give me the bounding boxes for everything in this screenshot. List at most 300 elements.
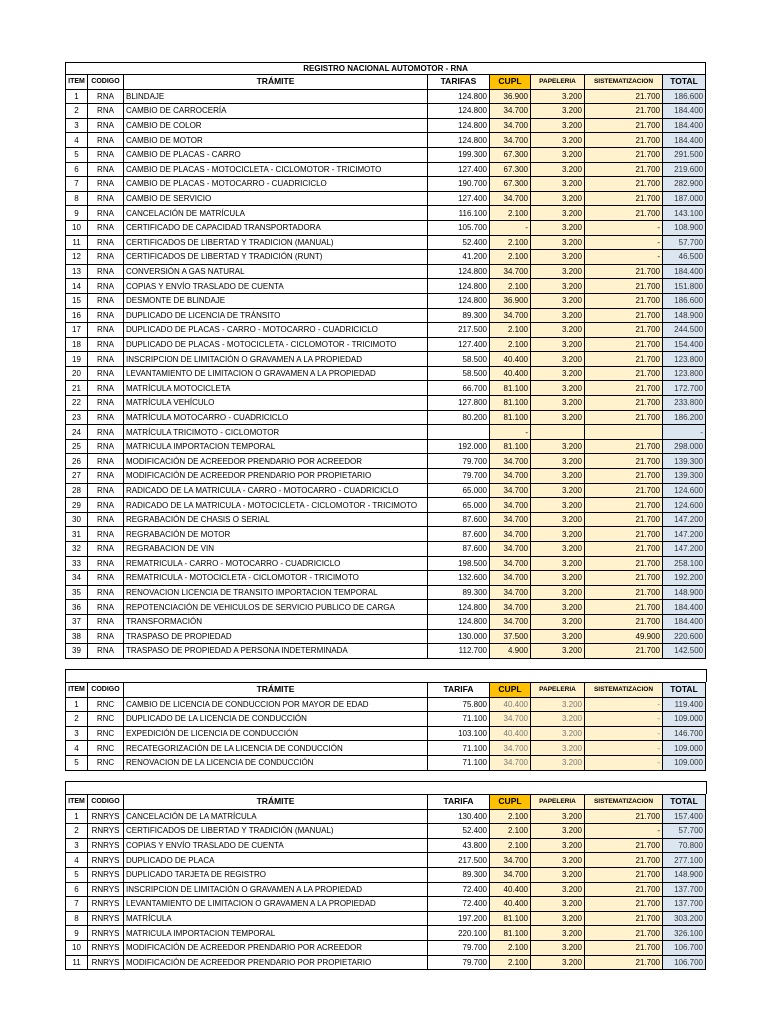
total-cell: 57.700 (663, 235, 706, 250)
cupl-cell: 34.700 (490, 498, 531, 513)
tramite-cell: RADICADO DE LA MATRICULA - MOTOCICLETA - CICLOMOTOR - TRICIMOTO (124, 498, 428, 513)
table-row (66, 396, 706, 411)
codigo-cell: RNA (88, 293, 124, 308)
table-row (66, 585, 706, 600)
tramite-cell: BLINDAJE (124, 89, 428, 104)
table-row (66, 425, 706, 440)
tramite-cell: INSCRIPCION DE LIMITACIÓN O GRAVAMEN A LA PROPIEDAD (124, 352, 428, 367)
sistematizacion-cell: - (585, 726, 663, 741)
table-row (66, 867, 706, 882)
tarifa-cell: 103.100 (428, 726, 490, 741)
col-tramite: TRÁMITE (124, 795, 428, 810)
tramite-cell: CANCELACIÓN DE MATRÍCULA (124, 206, 428, 221)
tramite-cell: EXPEDICIÓN DE LICENCIA DE CONDUCCIÓN (124, 726, 428, 741)
table-row (66, 235, 706, 250)
item-cell: 14 (66, 279, 88, 294)
item-cell: 9 (66, 206, 88, 221)
cupl-cell: 2.100 (490, 955, 531, 970)
codigo-cell: RNA (88, 89, 124, 104)
sistematizacion-cell: 21.700 (585, 104, 663, 119)
total-cell: 326.100 (663, 926, 706, 941)
table-row (66, 697, 706, 712)
cupl-cell: 34.700 (490, 867, 531, 882)
tramite-cell: REGRABACIÓN DE CHASIS O SERIAL (124, 512, 428, 527)
codigo-cell: RNA (88, 235, 124, 250)
table-row (66, 556, 706, 571)
tarifa-cell: 116.100 (428, 206, 490, 221)
total-cell: 298.000 (663, 439, 706, 454)
sistematizacion-cell: 21.700 (585, 323, 663, 338)
codigo-cell: RNA (88, 512, 124, 527)
papeleria-cell: 3.200 (531, 556, 585, 571)
tramite-cell: TRASPASO DE PROPIEDAD (124, 629, 428, 644)
codigo-cell: RNA (88, 410, 124, 425)
col-codigo: CODIGO (88, 795, 124, 810)
rna-title: REGISTRO NACIONAL AUTOMOTOR - RNA (66, 63, 706, 75)
sistematizacion-cell: 21.700 (585, 133, 663, 148)
total-cell: 184.400 (663, 264, 706, 279)
cupl-cell: 34.700 (490, 741, 531, 756)
sistematizacion-cell: 21.700 (585, 177, 663, 192)
table-row (66, 162, 706, 177)
tarifa-cell: 220.100 (428, 926, 490, 941)
sistematizacion-cell: 21.700 (585, 940, 663, 955)
tramite-cell: LEVANTAMIENTO DE LIMITACION O GRAVAMEN A LA PROPIEDAD (124, 366, 428, 381)
cupl-cell: 67.300 (490, 147, 531, 162)
cupl-cell: - (490, 425, 531, 440)
total-cell: 109.000 (663, 712, 706, 727)
item-cell: 5 (66, 147, 88, 162)
papeleria-cell: 3.200 (531, 527, 585, 542)
tarifa-cell: 89.300 (428, 585, 490, 600)
sistematizacion-cell: 21.700 (585, 206, 663, 221)
total-cell: 151.800 (663, 279, 706, 294)
sistematizacion-cell: - (585, 250, 663, 265)
item-cell: 13 (66, 264, 88, 279)
total-cell: 46.500 (663, 250, 706, 265)
cupl-cell: 2.100 (490, 337, 531, 352)
table-row (66, 824, 706, 839)
table-row (66, 882, 706, 897)
tramite-cell: MATRÍCULA (124, 911, 428, 926)
sistematizacion-cell: 21.700 (585, 882, 663, 897)
sistematizacion-cell: 21.700 (585, 571, 663, 586)
codigo-cell: RNA (88, 571, 124, 586)
total-cell: 139.300 (663, 469, 706, 484)
item-cell: 16 (66, 308, 88, 323)
codigo-cell: RNA (88, 337, 124, 352)
tarifa-cell: 75.800 (428, 697, 490, 712)
papeleria-cell: 3.200 (531, 867, 585, 882)
rnc-rows (66, 697, 706, 770)
tramite-cell: RECATEGORIZACIÓN DE LA LICENCIA DE CONDUCCIÓN (124, 741, 428, 756)
table-row (66, 741, 706, 756)
table-row (66, 926, 706, 941)
total-cell: 147.200 (663, 542, 706, 557)
tramite-cell: RENOVACION DE LA LICENCIA DE CONDUCCIÓN (124, 755, 428, 770)
sistematizacion-cell: 21.700 (585, 381, 663, 396)
tramite-cell: MATRÍCULA TRICIMOTO - CICLOMOTOR (124, 425, 428, 440)
item-cell: 31 (66, 527, 88, 542)
cupl-cell: 40.400 (490, 352, 531, 367)
tramite-cell: REGRABACIÓN DE MOTOR (124, 527, 428, 542)
table-row (66, 104, 706, 119)
item-cell: 10 (66, 940, 88, 955)
tarifa-cell: 41.200 (428, 250, 490, 265)
papeleria-cell: 3.200 (531, 629, 585, 644)
sistematizacion-cell: 21.700 (585, 527, 663, 542)
papeleria-cell: 3.200 (531, 882, 585, 897)
codigo-cell: RNC (88, 755, 124, 770)
total-cell: 220.600 (663, 629, 706, 644)
papeleria-cell: 3.200 (531, 512, 585, 527)
item-cell: 27 (66, 469, 88, 484)
codigo-cell: RNA (88, 483, 124, 498)
codigo-cell: RNA (88, 614, 124, 629)
table-row (66, 381, 706, 396)
papeleria-cell: 3.200 (531, 824, 585, 839)
papeleria-cell: 3.200 (531, 469, 585, 484)
sistematizacion-cell: 21.700 (585, 897, 663, 912)
codigo-cell: RNA (88, 104, 124, 119)
codigo-cell: RNA (88, 498, 124, 513)
cupl-cell: 40.400 (490, 697, 531, 712)
table-row (66, 911, 706, 926)
cupl-cell: 2.100 (490, 940, 531, 955)
total-cell: 108.900 (663, 220, 706, 235)
papeleria-cell: 3.200 (531, 396, 585, 411)
papeleria-cell: 3.200 (531, 220, 585, 235)
cupl-cell: 67.300 (490, 177, 531, 192)
sistematizacion-cell (585, 425, 663, 440)
sistematizacion-cell: 21.700 (585, 337, 663, 352)
cupl-cell: 34.700 (490, 191, 531, 206)
item-cell: 3 (66, 838, 88, 853)
tramite-cell: CERTIFICADOS DE LIBERTAD Y TRADICION (MANUAL) (124, 235, 428, 250)
tarifa-cell: 105.700 (428, 220, 490, 235)
codigo-cell: RNRYS (88, 882, 124, 897)
table-row (66, 498, 706, 513)
cupl-cell: 81.100 (490, 396, 531, 411)
col-papeleria: PAPELERIA (531, 795, 585, 810)
tramite-cell: DUPLICADO DE LICENCIA DE TRÁNSITO (124, 308, 428, 323)
total-cell: 154.400 (663, 337, 706, 352)
papeleria-cell: 3.200 (531, 454, 585, 469)
tarifa-cell: 124.800 (428, 279, 490, 294)
tarifa-cell: 112.700 (428, 644, 490, 659)
tramite-cell: DUPLICADO DE PLACAS - MOTOCICLETA - CICLOMOTOR - TRICIMOTO (124, 337, 428, 352)
tarifa-cell: 192.000 (428, 439, 490, 454)
tarifa-cell: 127.400 (428, 337, 490, 352)
papeleria-cell: 3.200 (531, 926, 585, 941)
item-cell: 22 (66, 396, 88, 411)
item-cell: 7 (66, 897, 88, 912)
sistematizacion-cell: 21.700 (585, 366, 663, 381)
cupl-cell: 37.500 (490, 629, 531, 644)
cupl-cell: 34.700 (490, 614, 531, 629)
tramite-cell: RADICADO DE LA MATRICULA - CARRO - MOTOCARRO - CUADRICICLO (124, 483, 428, 498)
total-cell: 124.600 (663, 483, 706, 498)
tramite-cell: INSCRIPCION DE LIMITACIÓN O GRAVAMEN A LA PROPIEDAD (124, 882, 428, 897)
sistematizacion-cell: 21.700 (585, 264, 663, 279)
cupl-cell: 34.700 (490, 308, 531, 323)
tramite-cell: COPIAS Y ENVÍO TRASLADO DE CUENTA (124, 838, 428, 853)
papeleria-cell: 3.200 (531, 726, 585, 741)
total-cell: 186.200 (663, 410, 706, 425)
papeleria-cell: 3.200 (531, 250, 585, 265)
papeleria-cell: 3.200 (531, 293, 585, 308)
cupl-cell: 34.700 (490, 118, 531, 133)
sistematizacion-cell: - (585, 697, 663, 712)
cupl-cell: 34.700 (490, 469, 531, 484)
cupl-cell: 34.700 (490, 571, 531, 586)
tramite-cell: REMATRICULA - MOTOCICLETA - CICLOMOTOR - TRICIMOTO (124, 571, 428, 586)
codigo-cell: RNRYS (88, 809, 124, 824)
cupl-cell: 36.900 (490, 293, 531, 308)
sistematizacion-cell: 21.700 (585, 147, 663, 162)
tramite-cell: CAMBIO DE LICENCIA DE CONDUCCION POR MAYOR DE EDAD (124, 697, 428, 712)
tarifa-cell: 130.400 (428, 809, 490, 824)
tarifa-cell (428, 425, 490, 440)
table-row (66, 250, 706, 265)
codigo-cell: RNA (88, 162, 124, 177)
sistematizacion-cell: 21.700 (585, 809, 663, 824)
sistematizacion-cell: - (585, 755, 663, 770)
tramite-cell: CONVERSIÓN A GAS NATURAL (124, 264, 428, 279)
codigo-cell: RNA (88, 177, 124, 192)
cupl-cell: 34.700 (490, 104, 531, 119)
col-tramite: TRÁMITE (124, 75, 428, 90)
total-cell: 258.100 (663, 556, 706, 571)
total-cell: 57.700 (663, 824, 706, 839)
tramite-cell: CAMBIO DE MOTOR (124, 133, 428, 148)
table-row (66, 712, 706, 727)
total-cell: 137.700 (663, 882, 706, 897)
total-cell: - (663, 425, 706, 440)
cupl-cell: - (490, 220, 531, 235)
sistematizacion-cell: - (585, 741, 663, 756)
sistematizacion-cell: 21.700 (585, 853, 663, 868)
codigo-cell: RNA (88, 469, 124, 484)
codigo-cell: RNC (88, 712, 124, 727)
codigo-cell: RNA (88, 439, 124, 454)
item-cell: 6 (66, 882, 88, 897)
item-cell: 1 (66, 89, 88, 104)
codigo-cell: RNRYS (88, 911, 124, 926)
table-row (66, 809, 706, 824)
table-row (66, 726, 706, 741)
col-total: TOTAL (663, 683, 706, 698)
papeleria-cell: 3.200 (531, 483, 585, 498)
tramite-cell: REPOTENCIACIÓN DE VEHICULOS DE SERVICIO PUBLICO DE CARGA (124, 600, 428, 615)
sistematizacion-cell: 21.700 (585, 396, 663, 411)
codigo-cell: RNA (88, 352, 124, 367)
papeleria-cell: 3.200 (531, 644, 585, 659)
sistematizacion-cell: 21.700 (585, 644, 663, 659)
papeleria-cell: 3.200 (531, 104, 585, 119)
total-cell: 277.100 (663, 853, 706, 868)
codigo-cell: RNA (88, 308, 124, 323)
sistematizacion-cell: 21.700 (585, 600, 663, 615)
papeleria-cell: 3.200 (531, 352, 585, 367)
papeleria-cell: 3.200 (531, 337, 585, 352)
codigo-cell: RNC (88, 741, 124, 756)
tarifa-cell: 124.800 (428, 118, 490, 133)
table-row (66, 133, 706, 148)
table-row (66, 483, 706, 498)
item-cell: 2 (66, 712, 88, 727)
papeleria-cell: 3.200 (531, 206, 585, 221)
tarifa-cell: 197.200 (428, 911, 490, 926)
item-cell: 35 (66, 585, 88, 600)
cupl-cell: 34.700 (490, 600, 531, 615)
codigo-cell: RNA (88, 527, 124, 542)
cupl-cell: 81.100 (490, 381, 531, 396)
table-row (66, 118, 706, 133)
tarifa-cell: 58.500 (428, 366, 490, 381)
cupl-cell: 81.100 (490, 439, 531, 454)
item-cell: 6 (66, 162, 88, 177)
tarifa-cell: 124.800 (428, 264, 490, 279)
item-cell: 21 (66, 381, 88, 396)
total-cell: 303.200 (663, 911, 706, 926)
papeleria-cell: 3.200 (531, 940, 585, 955)
item-cell: 8 (66, 191, 88, 206)
papeleria-cell: 3.200 (531, 191, 585, 206)
codigo-cell: RNA (88, 425, 124, 440)
tramite-cell: CAMBIO DE COLOR (124, 118, 428, 133)
sistematizacion-cell: 21.700 (585, 585, 663, 600)
item-cell: 23 (66, 410, 88, 425)
total-cell: 70.800 (663, 838, 706, 853)
cupl-cell: 34.700 (490, 542, 531, 557)
total-cell: 142.500 (663, 644, 706, 659)
tarifa-cell: 124.800 (428, 89, 490, 104)
total-cell: 244.500 (663, 323, 706, 338)
tramite-cell: DUPLICADO DE PLACA (124, 853, 428, 868)
item-cell: 12 (66, 250, 88, 265)
item-cell: 4 (66, 741, 88, 756)
item-cell: 3 (66, 118, 88, 133)
item-cell: 39 (66, 644, 88, 659)
col-codigo: CODIGO (88, 683, 124, 698)
sistematizacion-cell: 21.700 (585, 118, 663, 133)
table-row (66, 469, 706, 484)
codigo-cell: RNA (88, 191, 124, 206)
cupl-cell: 4.900 (490, 644, 531, 659)
tramite-cell: MATRICULA IMPORTACION TEMPORAL (124, 439, 428, 454)
total-cell: 137.700 (663, 897, 706, 912)
papeleria-cell: 3.200 (531, 235, 585, 250)
cupl-cell: 34.700 (490, 483, 531, 498)
tarifa-cell: 65.000 (428, 498, 490, 513)
tarifa-cell: 124.800 (428, 600, 490, 615)
cupl-cell: 34.700 (490, 853, 531, 868)
item-cell: 5 (66, 755, 88, 770)
table-row (66, 366, 706, 381)
codigo-cell: RNA (88, 454, 124, 469)
sistematizacion-cell: 21.700 (585, 469, 663, 484)
item-cell: 38 (66, 629, 88, 644)
item-cell: 19 (66, 352, 88, 367)
papeleria-cell: 3.200 (531, 697, 585, 712)
cupl-cell: 81.100 (490, 410, 531, 425)
total-cell: 106.700 (663, 955, 706, 970)
total-cell: 123.800 (663, 352, 706, 367)
cupl-cell: 36.900 (490, 89, 531, 104)
tramite-cell: TRASPASO DE PROPIEDAD A PERSONA INDETERMINADA (124, 644, 428, 659)
total-cell: 147.200 (663, 512, 706, 527)
tarifa-cell: 79.700 (428, 940, 490, 955)
tramite-cell: RENOVACION LICENCIA DE TRANSITO IMPORTACION TEMPORAL (124, 585, 428, 600)
papeleria-cell: 3.200 (531, 571, 585, 586)
item-cell: 34 (66, 571, 88, 586)
sistematizacion-cell: 21.700 (585, 308, 663, 323)
codigo-cell: RNA (88, 381, 124, 396)
tramite-cell: MATRÍCULA VEHÍCULO (124, 396, 428, 411)
item-cell: 29 (66, 498, 88, 513)
table-row (66, 629, 706, 644)
col-cupl: CUPL (490, 75, 531, 90)
tarifa-cell: 87.600 (428, 542, 490, 557)
table-row (66, 220, 706, 235)
tramite-cell: MODIFICACIÓN DE ACREEDOR PRENDARIO POR ACREEDOR (124, 454, 428, 469)
item-cell: 26 (66, 454, 88, 469)
total-cell: 124.600 (663, 498, 706, 513)
tarifa-cell: 71.100 (428, 741, 490, 756)
total-cell: 186.600 (663, 293, 706, 308)
table-row (66, 527, 706, 542)
tarifa-cell: 79.700 (428, 454, 490, 469)
tramite-cell: CERTIFICADO DE CAPACIDAD TRANSPORTADORA (124, 220, 428, 235)
tarifa-cell: 127.400 (428, 191, 490, 206)
tramite-cell: DUPLICADO DE LA LICENCIA DE CONDUCCIÓN (124, 712, 428, 727)
sistematizacion-cell: - (585, 712, 663, 727)
cupl-cell: 40.400 (490, 366, 531, 381)
table-row (66, 323, 706, 338)
sistematizacion-cell: 21.700 (585, 410, 663, 425)
rnc-table (65, 682, 706, 771)
papeleria-cell: 3.200 (531, 809, 585, 824)
col-cupl: CUPL (490, 795, 531, 810)
tramite-cell: CAMBIO DE SERVICIO (124, 191, 428, 206)
sistematizacion-cell: 21.700 (585, 454, 663, 469)
col-tarifa: TARIFAS (428, 75, 490, 90)
tramite-cell: COPIAS Y ENVÍO TRASLADO DE CUENTA (124, 279, 428, 294)
papeleria-cell: 3.200 (531, 177, 585, 192)
table-row (66, 293, 706, 308)
col-item: ITEM (66, 75, 88, 90)
tramite-cell: CAMBIO DE CARROCERÍA (124, 104, 428, 119)
sistematizacion-cell: - (585, 235, 663, 250)
papeleria-cell: 3.200 (531, 279, 585, 294)
total-cell: 147.200 (663, 527, 706, 542)
papeleria-cell: 3.200 (531, 838, 585, 853)
cupl-cell: 2.100 (490, 250, 531, 265)
cupl-cell: 81.100 (490, 926, 531, 941)
table-row (66, 512, 706, 527)
tramite-cell: MODIFICACIÓN DE ACREEDOR PRENDARIO POR ACREEDOR (124, 940, 428, 955)
cupl-cell: 67.300 (490, 162, 531, 177)
col-item: ITEM (66, 795, 88, 810)
papeleria-cell: 3.200 (531, 323, 585, 338)
codigo-cell: RNA (88, 600, 124, 615)
total-cell: 106.700 (663, 940, 706, 955)
codigo-cell: RNRYS (88, 955, 124, 970)
sistematizacion-cell: 21.700 (585, 542, 663, 557)
tramite-cell: DUPLICADO DE PLACAS - CARRO - MOTOCARRO - CUADRICICLO (124, 323, 428, 338)
item-cell: 33 (66, 556, 88, 571)
